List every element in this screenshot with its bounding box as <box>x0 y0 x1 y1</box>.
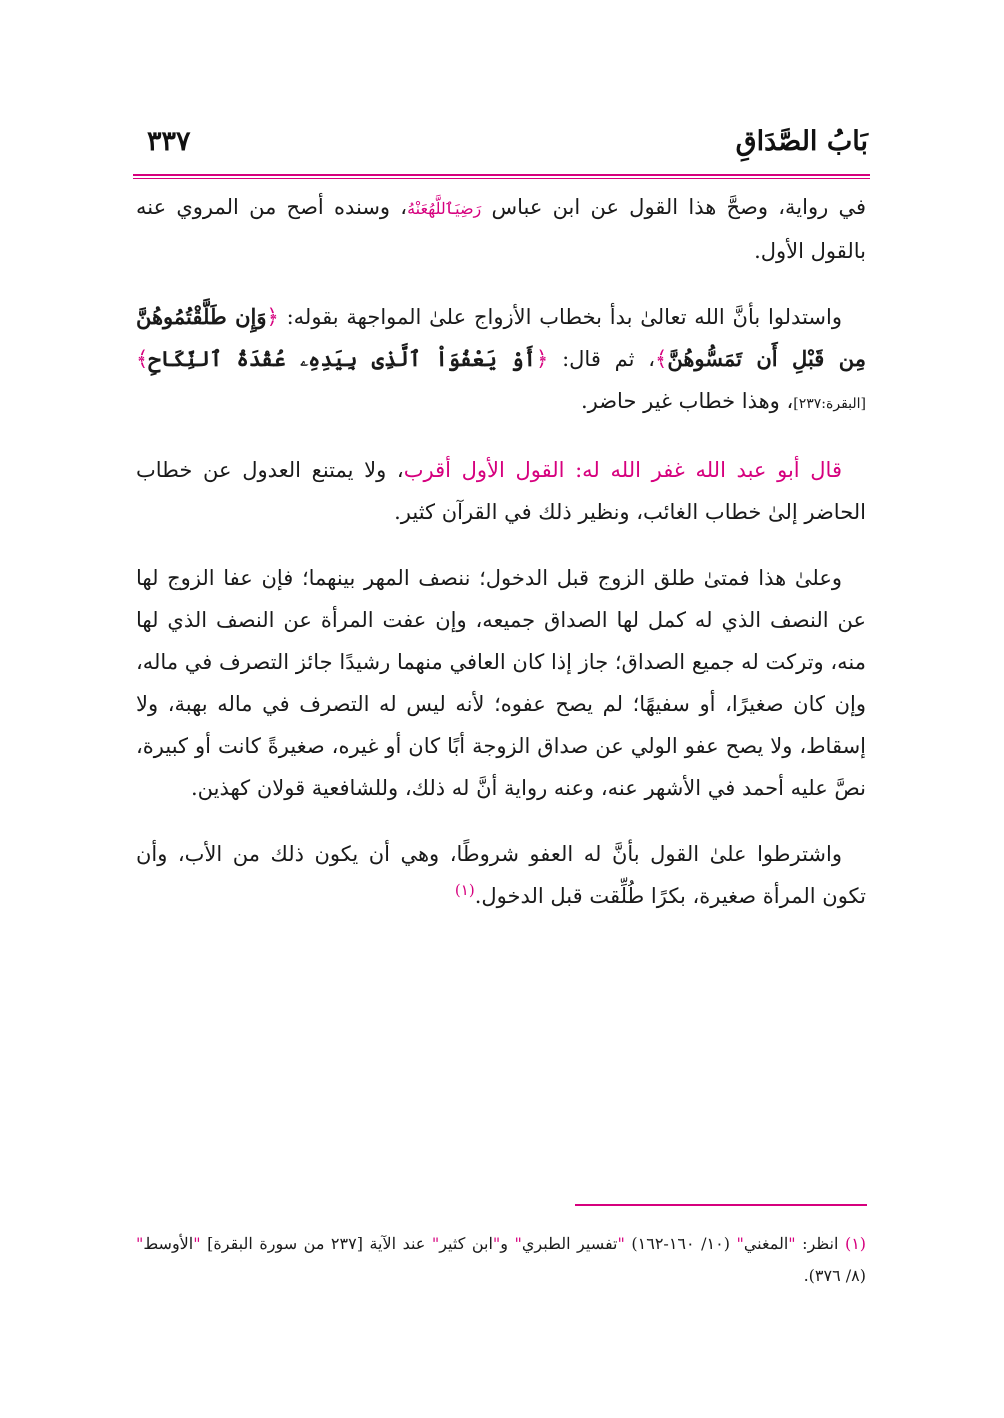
footnote-quote: " <box>788 1234 796 1253</box>
footnote-quote: " <box>514 1234 522 1253</box>
verse-reference: [البقرة:٢٣٧] <box>793 396 866 412</box>
paragraph-5-text: واشترطوا علىٰ القول بأنَّ له العفو شروطًا، وهي أن يكون ذلك من الأب، وأن تكون المرأة صغيرة، بكرًا طُلِّقت قبل الدخول. <box>136 842 866 908</box>
quran-open-bracket: ﴿ <box>266 305 279 329</box>
honorific-glyph: رَضِيَٱللَّهُعَنْهُ <box>407 199 482 218</box>
footnote-quote: " <box>617 1234 625 1253</box>
paragraph-2-text-a: واستدلوا بأنَّ الله تعالىٰ بدأ بخطاب الأزواج علىٰ المواجهة بقوله: <box>278 305 842 329</box>
footnote-quote: " <box>193 1234 201 1253</box>
paragraph-1 <box>136 186 866 272</box>
footnote-quote: " <box>492 1234 501 1253</box>
footnote-text-d: عند الآية [٢٣٧ من سورة البقرة] <box>200 1234 432 1253</box>
quran-close-bracket: ﴾ <box>655 347 668 371</box>
chapter-title: بَابُ الصَّدَاقِ <box>735 126 868 157</box>
footnote-quote: " <box>136 1234 144 1253</box>
main-text <box>136 186 866 941</box>
paragraph-2 <box>136 296 866 425</box>
page-number: ٣٣٧ <box>147 126 191 157</box>
paragraph-2-text-b: ، ثم قال: <box>548 347 656 371</box>
quran-close-bracket-2: ﴾ <box>136 347 149 371</box>
footnote-source-awsat: الأوسط <box>143 1234 194 1253</box>
footnote-quote: " <box>736 1234 744 1253</box>
footnote-text-a: انظر: <box>795 1234 845 1253</box>
paragraph-5 <box>136 833 866 917</box>
footnote-text-c: و <box>500 1234 515 1253</box>
footnote-source-ibn-kathir: ابن كثير <box>439 1234 493 1253</box>
footnote-source-mughni: المغني <box>743 1234 789 1253</box>
page-header <box>135 122 868 172</box>
quran-open-bracket-2: ﴿ <box>536 347 549 371</box>
author-statement: قال أبو عبد الله غفر الله له: القول الأول أقرب <box>403 458 842 482</box>
paragraph-4 <box>136 557 866 809</box>
quran-verse-2: أَوْ يَعْفُوَاْ ٱلَّذِى بِيَدِهِۦ عُقْدَةُ ٱلنِّكَاحِ <box>148 346 536 371</box>
footnote-text-e: (٨/ ٣٧٦). <box>803 1266 866 1285</box>
footnote-divider <box>575 1204 867 1206</box>
paragraph-3-text: ، ولا يمتنع العدول عن خطاب الحاضر إلىٰ خطاب الغائب، ونظير ذلك في القرآن كثير. <box>136 458 866 524</box>
quran-verse-1: وَإِن طَلَّقْتُمُوهُنَّ مِن قَبْلِ أَن تَمَسُّوهُنَّ <box>136 304 866 371</box>
paragraph-1-text-a: في رواية، وصحَّ هذا القول عن ابن عباس <box>481 195 866 219</box>
footnote-number: (١) <box>844 1234 867 1253</box>
footnote-quote: " <box>431 1234 440 1253</box>
paragraph-3 <box>136 449 866 533</box>
header-divider <box>133 174 870 176</box>
header-divider-thin <box>133 178 870 179</box>
footnote-text-b: (١٠/ ١٦٠-١٦٢) <box>624 1234 737 1253</box>
paragraph-2-text-c: ، وهذا خطاب غير حاضر. <box>580 389 794 413</box>
footnote-1 <box>136 1228 866 1292</box>
footnote-reference[interactable]: (١) <box>454 881 475 899</box>
footnote-source-tabari: تفسير الطبري <box>521 1234 618 1253</box>
paragraph-1-text-b: ، وسنده أصح من المروي عنه بالقول الأول. <box>136 195 866 263</box>
paragraph-4-text: وعلىٰ هذا فمتىٰ طلق الزوج قبل الدخول؛ ننصف المهر بينهما؛ فإن عفا الزوج لها عن النصف الذي له كمل لها الصداق جميعه، وإن عفت المرأة عن النصف الذي لها منه، وتركت له جميع الصداق؛ جاز إذا كان العافي منهما رشيدًا جائز التصرف في ماله، وإن كان صغيرًا، أو سفيهًا؛ لم يصح عفوه؛ لأنه ليس له التصرف في ماله بهبة، ولا إسقاط، ولا يصح عفو الولي عن صداق الزوجة أبًا كان أو غيره، صغيرةً كانت أو كبيرة، نصَّ عليه أحمد في الأشهر عنه، وعنه رواية أنَّ له ذلك، وللشافعية قولان كهذين. <box>136 566 866 800</box>
